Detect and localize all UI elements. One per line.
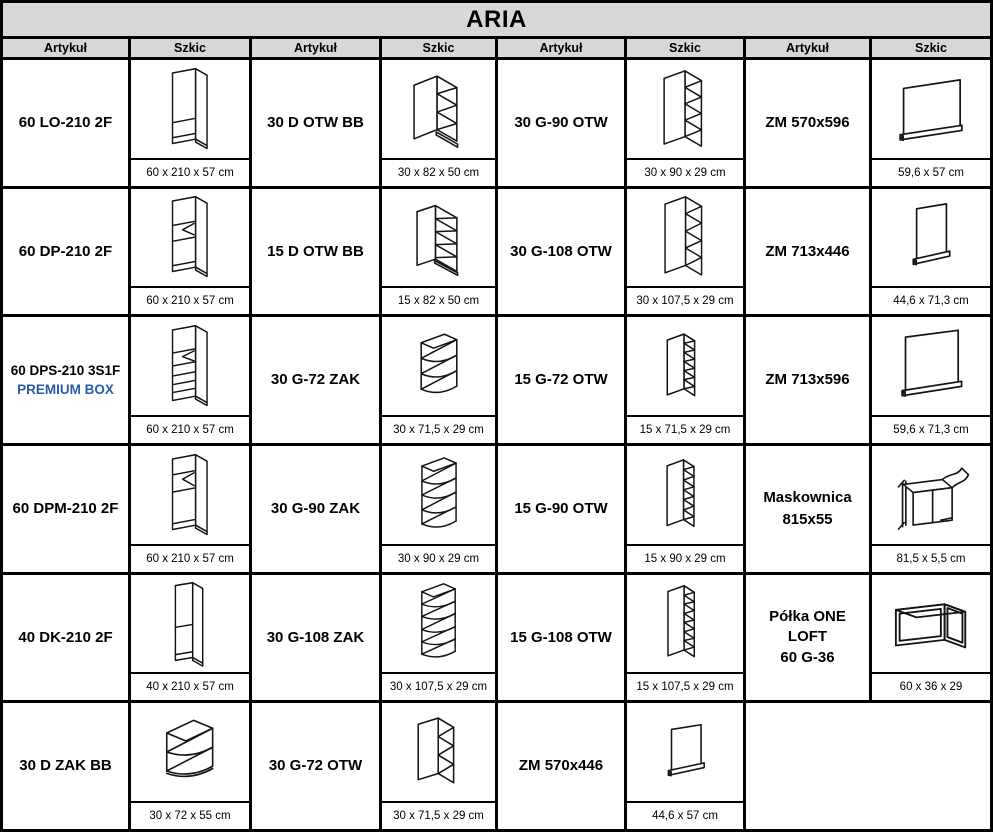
wall-open-shelf-unit-4-tall-icon xyxy=(627,189,743,287)
article-name: 30 D ZAK BB xyxy=(19,757,112,775)
article-name: 30 G-108 ZAK xyxy=(266,628,365,646)
tall-oven-housing-drawers-icon xyxy=(131,317,249,415)
sketch-cell xyxy=(131,317,249,443)
sketch-cell xyxy=(382,575,495,701)
article-cell xyxy=(498,317,624,443)
tall-microwave-housing-icon xyxy=(131,446,249,544)
sketch-dimensions: 60 x 210 x 57 cm xyxy=(131,158,249,186)
tall-oven-housing-icon xyxy=(131,189,249,287)
article-name: 60 DPS-210 3S1F xyxy=(10,362,121,378)
sketch-dimensions: 81,5 x 5,5 cm xyxy=(872,544,990,572)
article-name: 60 DP-210 2F xyxy=(18,242,113,260)
tall-cabinet-narrow-2-fronts-icon xyxy=(131,575,249,673)
wall-open-shelf-unit-narrow-8-icon xyxy=(627,575,743,673)
sketch-dimensions: 30 x 82 x 50 cm xyxy=(382,158,495,186)
article-name: 30 G-72 OTW xyxy=(268,757,363,775)
article-cell xyxy=(498,446,624,572)
sketch-dimensions: 30 x 107,5 x 29 cm xyxy=(382,672,495,700)
article-cell xyxy=(252,703,379,829)
tall-cabinet-2-fronts-icon xyxy=(131,60,249,158)
article-cell xyxy=(3,446,128,572)
sketch-cell xyxy=(382,60,495,186)
sketch-cell xyxy=(627,317,743,443)
sketch-dimensions: 60 x 210 x 57 cm xyxy=(131,544,249,572)
article-cell xyxy=(3,317,128,443)
article-cell xyxy=(252,446,379,572)
article-name: Maskownica xyxy=(763,489,852,507)
article-cell xyxy=(3,60,128,186)
article-cell xyxy=(252,60,379,186)
article-cell xyxy=(746,189,869,315)
sketch-dimensions: 40 x 210 x 57 cm xyxy=(131,672,249,700)
article-name-line2: PREMIUM BOX xyxy=(17,382,114,398)
article-name: Półka ONE LOFT xyxy=(769,608,846,645)
wall-open-shelf-unit-4-icon xyxy=(627,60,743,158)
sketch-dimensions: 30 x 90 x 29 cm xyxy=(627,158,743,186)
column-header-artykul: Artykuł xyxy=(252,39,379,57)
wall-open-shelf-unit-narrow-6-icon xyxy=(627,317,743,415)
article-name: ZM 713x446 xyxy=(765,242,850,260)
article-cell xyxy=(252,317,379,443)
base-open-shelf-unit-icon xyxy=(382,60,495,158)
sketch-cell xyxy=(382,446,495,572)
sketch-cell xyxy=(872,575,990,701)
sketch-cell xyxy=(627,575,743,701)
sketch-dimensions: 60 x 210 x 57 cm xyxy=(131,286,249,314)
corner-wall-open-unit-4-icon xyxy=(382,446,495,544)
end-panel-wide-icon xyxy=(872,60,990,158)
sketch-dimensions: 15 x 82 x 50 cm xyxy=(382,286,495,314)
article-cell xyxy=(252,575,379,701)
sketch-cell xyxy=(872,189,990,315)
article-cell xyxy=(498,189,624,315)
wall-open-shelf-unit-narrow-7-icon xyxy=(627,446,743,544)
sketch-dimensions: 44,6 x 57 cm xyxy=(627,801,743,829)
sketch-dimensions: 44,6 x 71,3 cm xyxy=(872,286,990,314)
article-cell xyxy=(498,575,624,701)
sketch-cell xyxy=(627,60,743,186)
sketch-cell xyxy=(131,189,249,315)
article-cell xyxy=(746,317,869,443)
sketch-cell xyxy=(382,317,495,443)
sketch-dimensions: 59,6 x 71,3 cm xyxy=(872,415,990,443)
article-cell xyxy=(746,575,869,701)
sketch-dimensions: 30 x 71,5 x 29 cm xyxy=(382,415,495,443)
article-cell xyxy=(746,60,869,186)
sketch-cell xyxy=(131,703,249,829)
column-header-szkic: Szkic xyxy=(872,39,990,57)
article-cell xyxy=(3,189,128,315)
sketch-dimensions: 15 x 90 x 29 cm xyxy=(627,544,743,572)
column-header-artykul: Artykuł xyxy=(498,39,624,57)
sketch-dimensions: 59,6 x 57 cm xyxy=(872,158,990,186)
article-name: 15 D OTW BB xyxy=(267,242,364,260)
article-name: 15 G-108 OTW xyxy=(510,628,612,646)
sketch-cell xyxy=(131,60,249,186)
corner-base-open-unit-icon xyxy=(131,703,249,801)
base-open-shelf-unit-narrow-icon xyxy=(382,189,495,287)
sketch-dimensions: 30 x 107,5 x 29 cm xyxy=(627,286,743,314)
end-panel-tall-icon xyxy=(872,189,990,287)
article-name: 15 G-90 OTW xyxy=(514,500,608,518)
open-frame-shelf-icon xyxy=(872,575,990,673)
article-cell xyxy=(498,60,624,186)
filler-strip-cabinet-icon xyxy=(872,446,990,544)
article-name: 40 DK-210 2F xyxy=(18,628,113,646)
corner-wall-open-unit-5-icon xyxy=(382,575,495,673)
sketch-cell xyxy=(872,60,990,186)
article-name: ZM 570x446 xyxy=(518,757,604,775)
column-header-szkic: Szkic xyxy=(131,39,249,57)
sketch-dimensions: 60 x 210 x 57 cm xyxy=(131,415,249,443)
sketch-dimensions: 15 x 71,5 x 29 cm xyxy=(627,415,743,443)
article-name-line2: 815x55 xyxy=(782,510,833,528)
column-header-szkic: Szkic xyxy=(382,39,495,57)
column-header-artykul: Artykuł xyxy=(3,39,128,57)
sketch-cell xyxy=(131,575,249,701)
sketch-dimensions: 30 x 72 x 55 cm xyxy=(131,801,249,829)
article-name: ZM 570x596 xyxy=(765,114,850,132)
sketch-dimensions: 30 x 90 x 29 cm xyxy=(382,544,495,572)
end-panel-small-icon xyxy=(627,703,743,801)
article-name: 60 LO-210 2F xyxy=(18,114,113,132)
empty-cell xyxy=(746,703,990,829)
article-cell xyxy=(252,189,379,315)
article-name-line2: 60 G-36 xyxy=(780,649,835,667)
sketch-cell xyxy=(382,189,495,315)
corner-wall-open-unit-3-icon xyxy=(382,317,495,415)
sketch-cell xyxy=(872,317,990,443)
article-cell xyxy=(3,703,128,829)
end-panel-large-icon xyxy=(872,317,990,415)
article-cell xyxy=(498,703,624,829)
article-name: 30 G-90 ZAK xyxy=(270,500,361,518)
sketch-dimensions: 15 x 107,5 x 29 cm xyxy=(627,672,743,700)
sketch-cell xyxy=(627,189,743,315)
article-name: 15 G-72 OTW xyxy=(514,371,608,389)
sketch-cell xyxy=(872,446,990,572)
article-name: 30 G-108 OTW xyxy=(510,242,612,260)
sketch-cell xyxy=(382,703,495,829)
wall-open-shelf-unit-3-icon xyxy=(382,703,495,801)
sketch-cell xyxy=(131,446,249,572)
article-cell xyxy=(746,446,869,572)
page-title: ARIA xyxy=(3,3,990,36)
sketch-cell xyxy=(627,703,743,829)
sketch-dimensions: 30 x 71,5 x 29 cm xyxy=(382,801,495,829)
article-name: 60 DPM-210 2F xyxy=(12,500,119,518)
sketch-dimensions: 60 x 36 x 29 xyxy=(872,672,990,700)
article-name: ZM 713x596 xyxy=(765,371,850,389)
article-name: 30 D OTW BB xyxy=(267,114,364,132)
sketch-cell xyxy=(627,446,743,572)
column-header-artykul: Artykuł xyxy=(746,39,869,57)
article-name: 30 G-72 ZAK xyxy=(270,371,361,389)
article-cell xyxy=(3,575,128,701)
article-name: 30 G-90 OTW xyxy=(514,114,608,132)
column-header-szkic: Szkic xyxy=(627,39,743,57)
